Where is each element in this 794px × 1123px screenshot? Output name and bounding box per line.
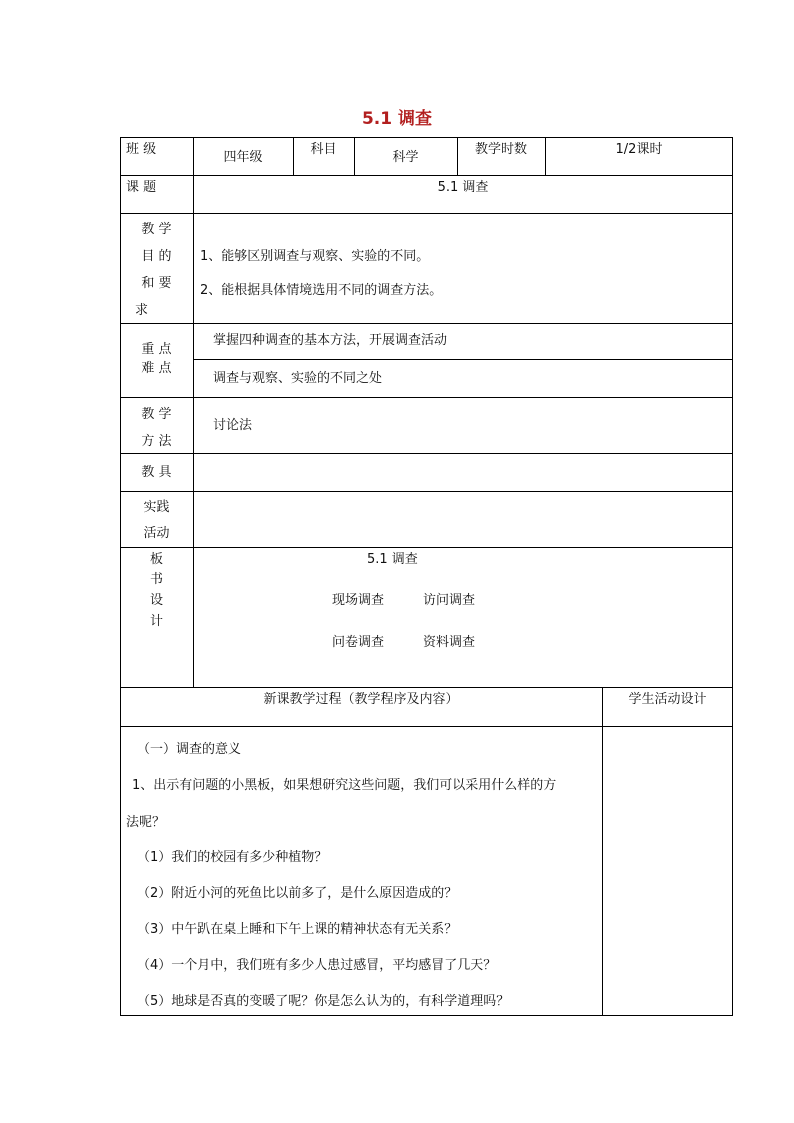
board-item: 现场调查	[332, 593, 385, 608]
page-title: 5.1 调查	[361, 109, 433, 129]
key-points-label-line: 难 点	[141, 361, 172, 376]
difficulty-text: 调查与观察、实验的不同之处	[213, 371, 383, 386]
intro-text: 1、出示有问题的小黑板，如果想研究这些问题，我们可以采用什么样的方	[132, 778, 557, 793]
goal-item: 1、能够区别调查与观察、实验的不同。	[200, 249, 430, 264]
board-label-line: 书	[149, 572, 163, 587]
process-header: 新课教学过程（教学程序及内容）	[263, 692, 459, 707]
tools-label: 教 具	[141, 465, 172, 480]
goal-item: 2、能根据具体情境选用不同的调查方法。	[200, 283, 443, 298]
question-item: （5）地球是否真的变暖了呢？你是怎么认为的，有科学道理吗？	[137, 994, 510, 1009]
question-item: （2）附近小河的死鱼比以前多了，是什么原因造成的？	[137, 886, 458, 901]
topic-label: 课 题	[126, 180, 157, 195]
student-activity-header: 学生活动设计	[628, 692, 707, 707]
question-item: （4）一个月中，我们班有多少人患过感冒，平均感冒了几天？	[137, 958, 497, 973]
board-label-line: 计	[149, 614, 163, 629]
method-label-line: 方 法	[141, 434, 172, 449]
grade-label: 班 级	[126, 142, 157, 157]
subject-label: 科目	[310, 142, 337, 157]
practice-label-line: 活动	[143, 526, 170, 541]
goals-label-line: 目 的	[141, 249, 172, 264]
subject-value: 科学	[392, 150, 419, 165]
method-label-line: 教 学	[141, 407, 172, 422]
goals-label-line: 和 要	[141, 276, 172, 291]
hours-value: 1/2课时	[615, 142, 663, 157]
question-item: （1）我们的校园有多少种植物？	[137, 850, 328, 865]
hours-label: 教学时数	[474, 142, 527, 157]
lesson-plan-table	[120, 137, 733, 1016]
question-item: （3）中午趴在桌上睡和下午上课的精神状态有无关系？	[137, 922, 458, 937]
grade-value: 四年级	[223, 150, 263, 165]
board-item: 访问调查	[423, 593, 476, 608]
goals-label-line: 教 学	[141, 222, 172, 237]
section-heading: （一）调查的意义	[137, 742, 242, 757]
method-value: 讨论法	[213, 418, 253, 433]
board-title: 5.1 调查	[367, 552, 418, 567]
topic-value: 5.1 调查	[437, 180, 489, 195]
intro-text: 法呢？	[126, 815, 166, 830]
board-label-line: 板	[149, 552, 163, 567]
board-item: 问卷调查	[332, 635, 385, 650]
board-item: 资料调查	[423, 635, 476, 650]
key-point-text: 掌握四种调查的基本方法，开展调查活动	[213, 333, 448, 348]
board-label-line: 设	[149, 593, 163, 608]
practice-label-line: 实践	[143, 500, 170, 515]
key-points-label-line: 重 点	[141, 342, 172, 357]
goals-label-line: 求	[135, 303, 149, 318]
